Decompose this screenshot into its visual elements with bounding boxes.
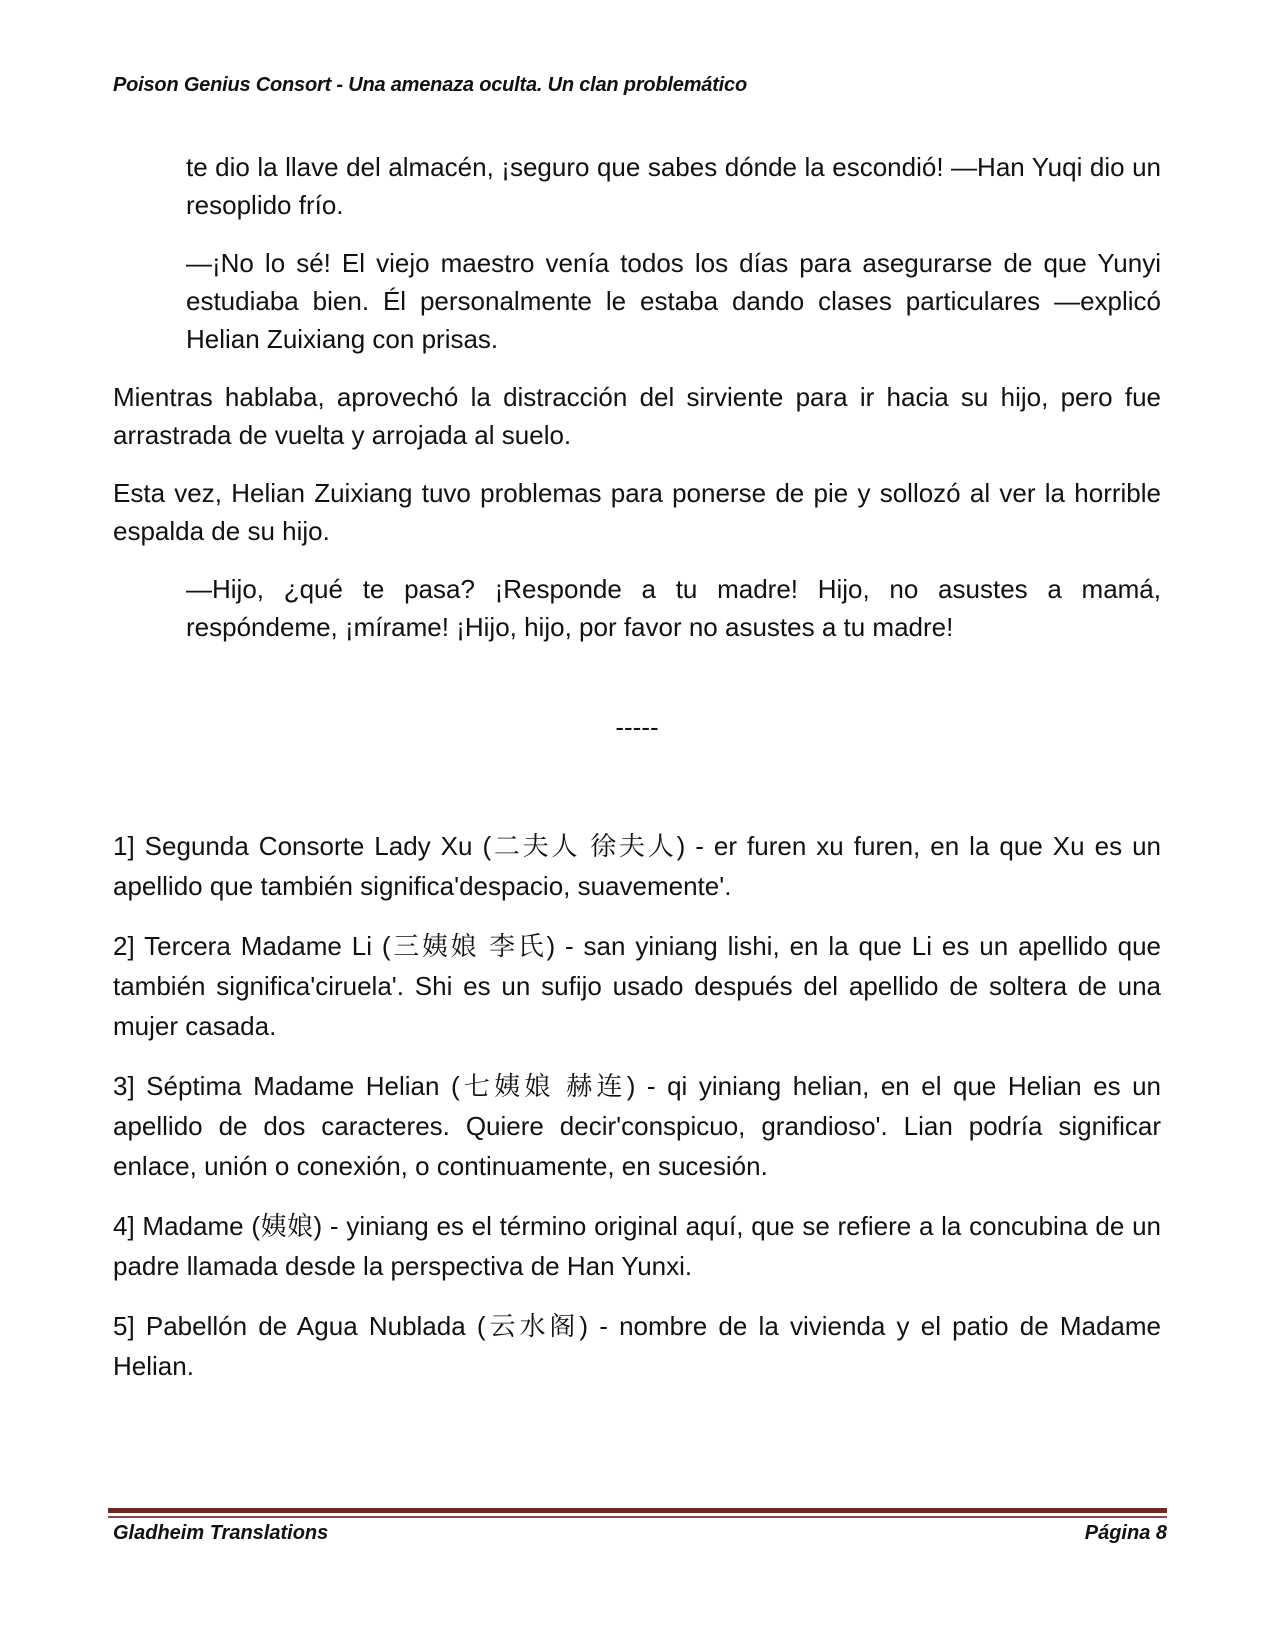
section-separator: ----- (615, 712, 659, 742)
dialogue-paragraph: —¡No lo sé! El viejo maestro venía todos los días para asegurarse de que Yunyi estudiaba bien. Él personalmente le estaba dando clases particulares —explicó Helian Zuixiang con prisas. (186, 248, 1161, 354)
footnote: 2] Tercera Madame Li (三姨娘 李氏) - san yiniang lishi, en la que Li es un apellido que también significa'ciruela'. Shi es un sufijo usado después del apellido de soltera de una mujer casada. (113, 931, 1161, 1041)
footer-page-number: Página 8 (1084, 1522, 1167, 1544)
footnote: 3] Séptima Madame Helian (七姨娘 赫连) - qi yiniang helian, en el que Helian es un apellido de dos caracteres. Quiere decir'conspicuo, grandioso'. Lian podría significar enlace, unión o conexión, o continuamente, en sucesión. (113, 1071, 1161, 1181)
footer-translator: Gladheim Translations (113, 1522, 329, 1544)
narrative-paragraph: Esta vez, Helian Zuixiang tuvo problemas para ponerse de pie y sollozó al ver la horrible espalda de su hijo. (113, 478, 1161, 546)
footer-divider-thick (108, 1508, 1167, 1513)
footnote: 1] Segunda Consorte Lady Xu (二夫人 徐夫人) - er furen xu furen, en la que Xu es un apellido que también significa'despacio, suavemente'. (113, 831, 1161, 901)
footer-divider-thin (108, 1516, 1167, 1518)
page-content (113, 148, 1161, 1406)
page-header-title: Poison Genius Consort - Una amenaza oculta. Un clan problemático (113, 74, 747, 96)
footnote: 4] Madame (姨娘) - yiniang es el término original aquí, que se refiere a la concubina de un padre llamada desde la perspectiva de Han Yunxi. (113, 1211, 1161, 1281)
narrative-paragraph: Mientras hablaba, aprovechó la distracción del sirviente para ir hacia su hijo, pero fue arrastrada de vuelta y arrojada al suelo. (113, 382, 1161, 450)
dialogue-paragraph: te dio la llave del almacén, ¡seguro que sabes dónde la escondió! —Han Yuqi dio un resoplido frío. (186, 152, 1161, 220)
dialogue-paragraph: —Hijo, ¿qué te pasa? ¡Responde a tu madre! Hijo, no asustes a mamá, respóndeme, ¡mírame! ¡Hijo, hijo, por favor no asustes a tu madre! (186, 574, 1161, 642)
footnote: 5] Pabellón de Agua Nublada (云水阁) - nombre de la vivienda y el patio de Madame Helian. (113, 1311, 1161, 1381)
footer-divider (108, 1508, 1167, 1518)
